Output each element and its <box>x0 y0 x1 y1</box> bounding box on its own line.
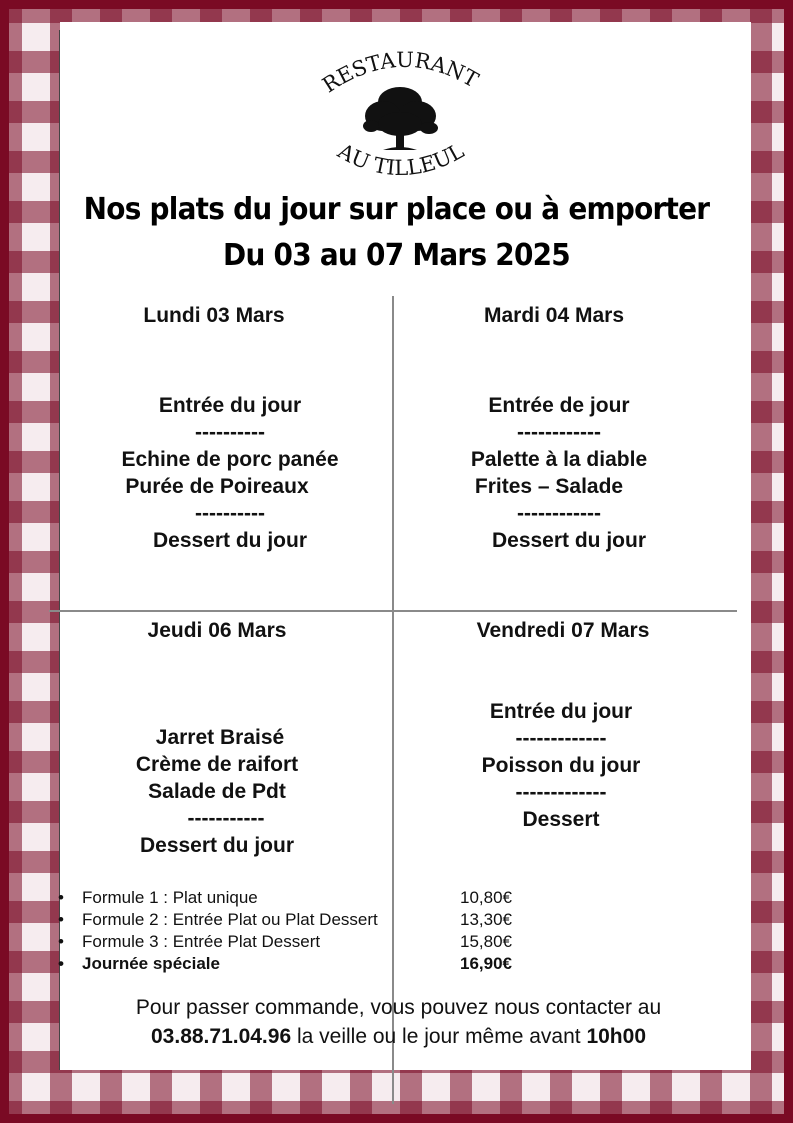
menu-line: Entrée de jour <box>488 394 630 417</box>
price-list <box>58 887 578 975</box>
menu-line: Entrée du jour <box>489 700 633 723</box>
vertical-divider <box>392 296 394 1104</box>
menu-line: Poisson du jour <box>481 754 641 777</box>
day-thursday <box>67 617 367 644</box>
price-row <box>58 931 578 953</box>
menu-line: Crème de raifort <box>135 753 299 776</box>
menu-tuesday <box>404 392 714 554</box>
logo-text-top: RESTAURANT <box>318 47 483 98</box>
date-range-title: Du 03 au 07 Mars 2025 <box>223 238 570 273</box>
phone-number: 03.88.71.04.96 <box>151 1025 292 1048</box>
menu-line: ------------- <box>515 781 607 804</box>
horizontal-divider <box>49 610 737 612</box>
menu-line: ------------- <box>515 727 607 750</box>
logo-text-bottom: AU TILLEUL <box>333 138 468 181</box>
bullet-icon: • <box>58 910 64 929</box>
day-header: Lundi 03 Mars <box>143 304 285 327</box>
menu-line: Echine de porc panée <box>121 448 339 471</box>
price-label: Formule 1 : Plat unique <box>82 888 258 907</box>
menu-line: Dessert <box>522 808 600 831</box>
price-label: Formule 3 : Entrée Plat Dessert <box>82 932 321 951</box>
price-row <box>58 887 578 909</box>
logo-graphic <box>305 40 495 190</box>
order-deadline: 10h00 <box>586 1025 646 1048</box>
day-header: Mardi 04 Mars <box>483 304 625 327</box>
restaurant-logo <box>305 40 495 190</box>
menu-line: ---------- <box>195 502 265 525</box>
menu-line: Dessert du jour <box>152 529 308 552</box>
price-row <box>58 909 578 931</box>
menu-line: Dessert du jour <box>139 834 295 857</box>
menu-thursday <box>67 724 367 859</box>
bullet-icon: • <box>58 932 64 951</box>
contact-middle-text: la veille ou le jour même avant <box>291 1025 587 1048</box>
contact-details <box>62 1022 735 1052</box>
price-amount: 10,80€ <box>460 888 512 907</box>
menu-line: Dessert du jour <box>491 529 647 552</box>
menu-line: ------------ <box>517 502 601 525</box>
tree-icon <box>363 87 438 150</box>
menu-friday <box>408 698 714 833</box>
price-label: Journée spéciale <box>82 954 220 973</box>
price-label: Formule 2 : Entrée Plat ou Plat Dessert <box>82 910 378 929</box>
day-monday <box>64 302 364 329</box>
price-row-special <box>58 953 578 975</box>
bullet-icon: • <box>58 954 64 973</box>
menu-line: Salade de Pdt <box>148 780 286 803</box>
bullet-icon: • <box>58 888 64 907</box>
menu-line: Purée de Poireaux <box>125 475 309 498</box>
menu-monday <box>70 392 390 554</box>
menu-line: ------------ <box>517 421 601 444</box>
menu-line: Jarret Braisé <box>155 726 285 749</box>
price-amount: 15,80€ <box>460 932 512 951</box>
day-tuesday <box>404 302 704 329</box>
contact-line: Pour passer commande, vous pouvez nous contacter au <box>135 996 662 1019</box>
price-amount: 13,30€ <box>460 910 512 929</box>
day-header: Jeudi 06 Mars <box>147 619 287 642</box>
day-header: Vendredi 07 Mars <box>476 619 650 642</box>
menu-line: ---------- <box>195 421 265 444</box>
day-friday <box>408 617 718 644</box>
price-amount: 16,90€ <box>460 954 512 973</box>
menu-line: Frites – Salade <box>474 475 624 498</box>
menu-line: Entrée du jour <box>158 394 302 417</box>
page-title: Nos plats du jour sur place ou à emporter <box>83 192 710 227</box>
menu-line: Palette à la diable <box>470 448 648 471</box>
menu-line: ----------- <box>187 807 265 830</box>
